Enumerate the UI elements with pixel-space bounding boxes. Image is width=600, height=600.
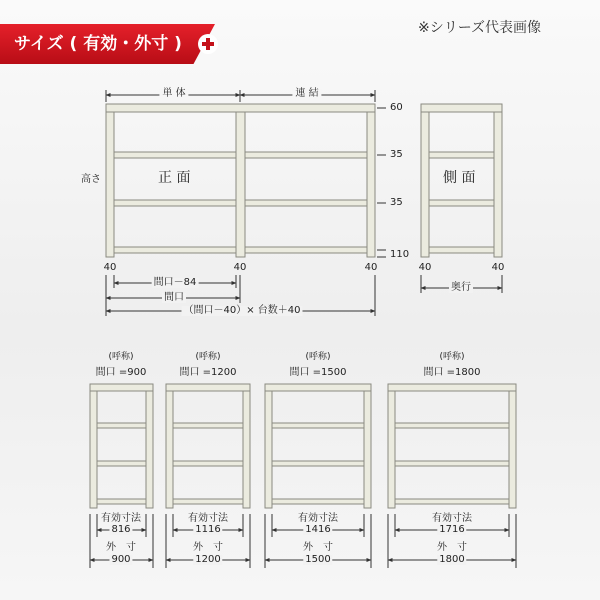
height-label: 高さ <box>81 174 101 185</box>
shelf-3b <box>245 200 367 206</box>
side-post-left <box>421 104 429 257</box>
shelf-2a <box>114 152 236 158</box>
side-post-width-left: 40 <box>418 262 432 273</box>
model-1-outer: 900 <box>111 554 131 565</box>
model-2-outer: 1200 <box>195 554 221 565</box>
model-2-effective: 1116 <box>195 524 221 535</box>
model-2-eff-label: 有効寸法 <box>188 513 228 524</box>
model-3-outer: 1500 <box>305 554 331 565</box>
side-post-width-right: 40 <box>491 262 505 273</box>
post-right <box>367 104 375 257</box>
model-2-maguchi: 間口 =1200 <box>179 367 237 378</box>
connected-unit-label: 連 結 <box>292 89 321 99</box>
side-shelf-2 <box>429 152 494 158</box>
side-view-label: 側 面 <box>443 170 476 186</box>
model-3-maguchi: 間口 =1500 <box>289 367 347 378</box>
shelf-bottom-a <box>114 247 236 253</box>
model-4-eff-label: 有効寸法 <box>432 513 472 524</box>
shelf-top <box>106 104 375 112</box>
depth-dim: 奥行 <box>451 282 471 293</box>
section-title: サイズ ( 有効・外寸 ) <box>14 34 182 54</box>
post-width-left: 40 <box>103 262 117 273</box>
shelf-2b <box>245 152 367 158</box>
model-4-outer: 1800 <box>439 554 465 565</box>
pitch-bottom: 110 <box>390 249 410 260</box>
model-2-yobi: (呼称) <box>195 352 221 362</box>
shelf-3a <box>114 200 236 206</box>
model-3-out-label: 外 寸 <box>303 542 333 553</box>
side-shelf-top <box>421 104 502 112</box>
width-dim: 間口 <box>164 292 184 303</box>
pitch-top: 60 <box>390 102 403 113</box>
single-unit-label: 単 体 <box>159 89 188 99</box>
model-1-yobi: (呼称) <box>108 352 134 362</box>
post-left <box>106 104 114 257</box>
model-1-maguchi: 間口 =900 <box>95 367 147 378</box>
post-width-middle: 40 <box>233 262 247 273</box>
model-3-effective: 1416 <box>305 524 331 535</box>
model-1-effective: 816 <box>111 524 131 535</box>
series-note: ※シリーズ代表画像 <box>418 20 542 36</box>
model-4-out-label: 外 寸 <box>437 542 467 553</box>
total-width-dim: （間口－40）× 台数＋40 <box>183 305 301 316</box>
model-4-effective: 1716 <box>439 524 465 535</box>
side-shelf-bottom <box>429 247 494 253</box>
post-middle <box>236 104 245 257</box>
front-view-label: 正 面 <box>158 170 191 186</box>
model-1-out-label: 外 寸 <box>106 542 136 553</box>
shelf-bottom-b <box>245 247 367 253</box>
model-4-maguchi: 間口 =1800 <box>423 367 481 378</box>
model-2-out-label: 外 寸 <box>193 542 223 553</box>
pitch-2: 35 <box>390 149 403 160</box>
model-4-yobi: (呼称) <box>439 352 465 362</box>
side-post-right <box>494 104 502 257</box>
pitch-3: 35 <box>390 197 403 208</box>
model-1-eff-label: 有効寸法 <box>101 513 141 524</box>
post-width-right: 40 <box>364 262 378 273</box>
inner-width-dim: 間口－84 <box>153 277 197 288</box>
model-3-eff-label: 有効寸法 <box>298 513 338 524</box>
side-shelf-3 <box>429 200 494 206</box>
model-3-yobi: (呼称) <box>305 352 331 362</box>
